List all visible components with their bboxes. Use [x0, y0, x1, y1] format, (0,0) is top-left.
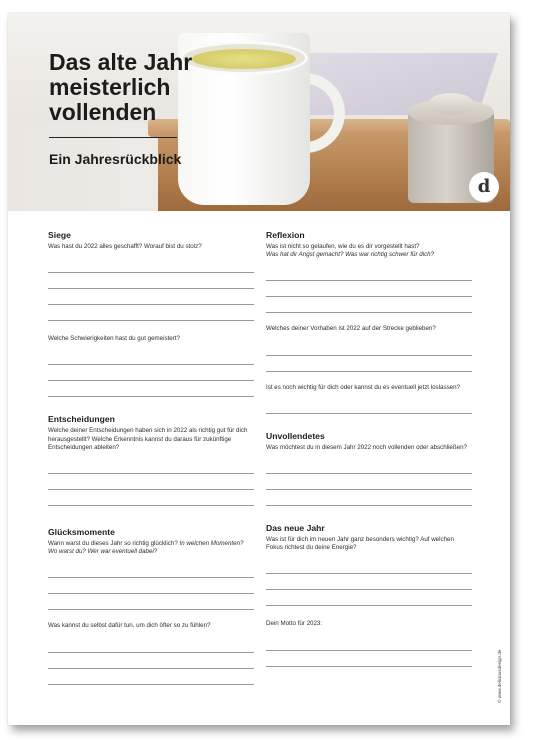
question-text: Wann warst du dieses Jahr so richtig glücklich? [48, 540, 180, 548]
answer-line[interactable] [48, 578, 254, 594]
answer-line[interactable] [48, 381, 254, 397]
question-text-italic: Was hat dir Angst gemacht? Was war richtig schwer für dich? [266, 251, 435, 259]
answer-lines [48, 257, 254, 321]
section-heading-neues-jahr: Das neue Jahr [266, 523, 325, 534]
answer-line[interactable] [266, 474, 472, 490]
answer-line[interactable] [48, 305, 254, 321]
answer-line[interactable] [48, 273, 254, 289]
question-gluecksmomente-1 [48, 540, 254, 556]
answer-line[interactable] [266, 490, 472, 506]
answer-line[interactable] [266, 590, 472, 606]
question-unvollendetes-1: Was möchtest du in diesem Jahr 2022 noch vollenden oder abschließen? [266, 443, 467, 451]
answer-line[interactable] [48, 289, 254, 305]
section-heading-unvollendetes: Unvollendetes [266, 430, 325, 441]
answer-line[interactable] [266, 651, 472, 667]
answer-line[interactable] [48, 257, 254, 273]
answer-line[interactable] [266, 340, 472, 356]
question-text-italic: In welchen Momenten? Wo warst du? Wer war eventuell dabei? [48, 540, 244, 556]
brand-logo-icon [469, 172, 499, 202]
answer-line[interactable] [266, 398, 472, 414]
answer-line[interactable] [266, 265, 472, 281]
question-neues-jahr-1: Was ist für dich im neuen Jahr ganz besonders wichtig? Auf welchen Fokus richtest du deine Energie? [266, 536, 454, 552]
section-heading-siege: Siege [48, 230, 71, 240]
section-heading-reflexion: Reflexion [266, 230, 305, 240]
question-entscheidungen-1: Welche deiner Entscheidungen haben sich in 2022 als richtig gut für dich herausgestellt? Welche Erkenntnis kannst du daraus für zukünftige Entscheidungen ableiten? [48, 427, 248, 451]
answer-line[interactable] [48, 669, 254, 685]
answer-lines [266, 458, 472, 506]
answer-line[interactable] [48, 653, 254, 669]
answer-line[interactable] [48, 458, 254, 474]
answer-line[interactable] [266, 281, 472, 297]
answer-line[interactable] [266, 574, 472, 590]
copyright-text: © www.deliciousdesign.de [497, 649, 502, 703]
answer-lines [266, 398, 472, 414]
answer-line[interactable] [48, 365, 254, 381]
answer-lines [266, 340, 472, 372]
header-photo [8, 13, 510, 211]
question-reflexion-3: Ist es noch wichtig für dich oder kannst du es eventuell jetzt loslassen? [266, 383, 460, 391]
section-heading-entscheidungen: Entscheidungen [48, 414, 115, 425]
answer-lines [266, 265, 472, 313]
answer-lines [48, 458, 254, 506]
question-gluecksmomente-2: Was kannst du selbst dafür tun, um dich öfter so zu fühlen? [48, 622, 211, 630]
answer-line[interactable] [48, 562, 254, 578]
question-siege-1: Was hast du 2022 alles geschafft? Worauf bist du stolz? [48, 243, 202, 250]
title-underline [49, 137, 177, 138]
answer-lines [48, 349, 254, 397]
page-title: Das alte Jahr meisterlich vollenden [49, 49, 193, 125]
stone-jar-knob [428, 93, 474, 115]
question-text: Was ist nicht so gelaufen, wie du es dir vorgestellt hast? [266, 243, 420, 250]
side-credit [497, 623, 505, 703]
answer-lines [48, 637, 254, 685]
answer-line[interactable] [48, 474, 254, 490]
motto-label: Dein Motto für 2023: [266, 620, 323, 628]
answer-line[interactable] [48, 490, 254, 506]
left-column [48, 227, 254, 685]
answer-line[interactable] [48, 637, 254, 653]
answer-line[interactable] [48, 349, 254, 365]
answer-line[interactable] [266, 356, 472, 372]
answer-lines [266, 635, 472, 667]
logo-glyph: d [477, 176, 491, 197]
question-siege-2: Welche Schwierigkeiten hast du gut gemeistert? [48, 335, 180, 343]
page-subtitle: Ein Jahresrückblick [49, 151, 182, 167]
answer-lines [48, 562, 254, 610]
answer-lines [266, 558, 472, 606]
answer-line[interactable] [266, 297, 472, 313]
section-heading-gluecksmomente: Glücksmomente [48, 527, 115, 538]
worksheet-page [8, 13, 510, 725]
right-column [266, 227, 472, 667]
answer-line[interactable] [266, 635, 472, 651]
answer-line[interactable] [266, 558, 472, 574]
answer-line[interactable] [266, 458, 472, 474]
answer-line[interactable] [48, 594, 254, 610]
question-reflexion-2: Welches deiner Vorhaben ist 2022 auf der Strecke geblieben? [266, 325, 436, 333]
question-reflexion-1 [266, 243, 472, 259]
